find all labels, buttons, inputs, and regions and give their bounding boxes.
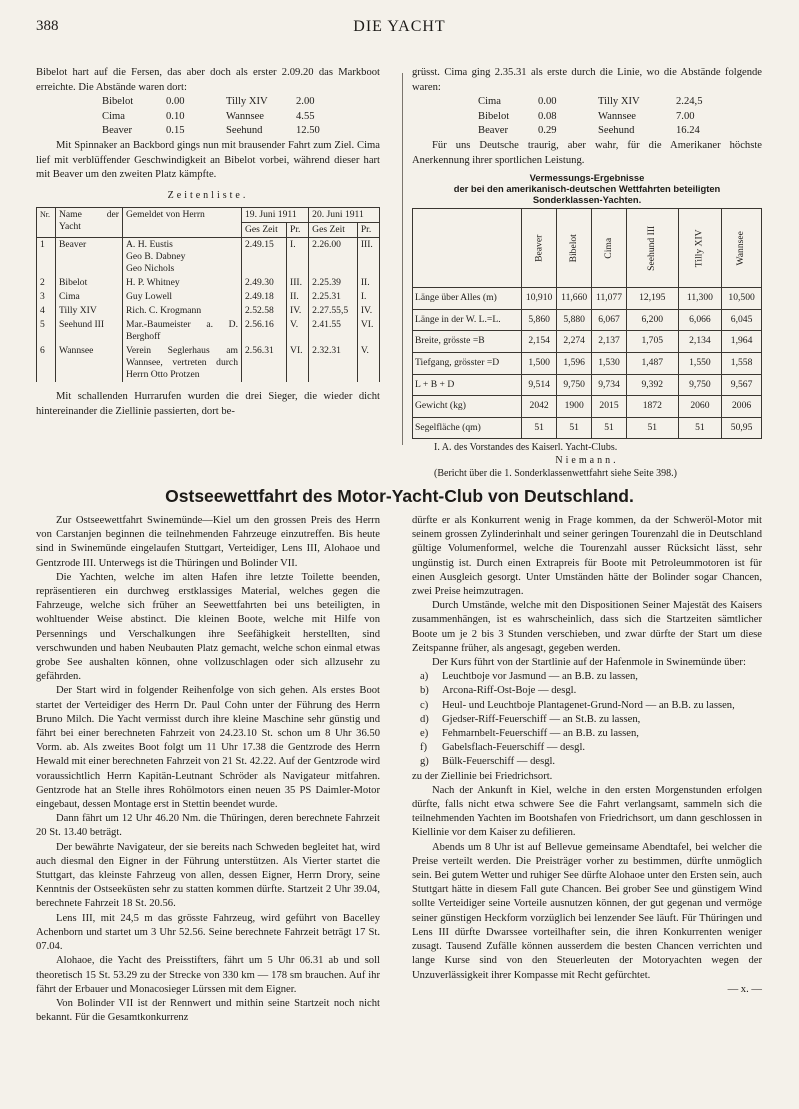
cell-owner: A. H. Eustis Geo B. Dabney Geo Nichols (123, 238, 242, 277)
row-label: Länge in der W. L.=L. (413, 309, 522, 331)
column-header (722, 209, 762, 288)
table-cell: 10,910 (522, 288, 557, 310)
time-value: 16.24 (676, 125, 700, 137)
author-signature: — x. — (727, 983, 762, 995)
paragraph: Dann fährt um 12 Uhr 46.20 Nm. die Thüringen, deren berechnete Fahrzeit 20 St. 13.40 beträgt. (36, 813, 380, 839)
col-header-date2: 20. Juni 1911 (309, 208, 380, 223)
cell-p2: VI. (357, 318, 379, 344)
table-row (37, 290, 380, 304)
column-header-label: Bibelot (567, 234, 579, 263)
table-cell: 5,860 (522, 309, 557, 331)
row-label: Länge über Alles (m) (413, 288, 522, 310)
paragraph: Für uns Deutsche traurig, aber wahr, für die Amerikaner höchste Anerkennung ihrer sportlichen Leistung. (412, 139, 762, 166)
table-cell: 1,530 (592, 352, 627, 374)
table-cell: 2,274 (557, 331, 592, 353)
row-label: Gewicht (kg) (413, 396, 522, 418)
col-header-ges-zeit: Ges Zeit (242, 223, 287, 238)
list-item (420, 713, 762, 727)
table-row (37, 318, 380, 344)
article-left-column (36, 514, 380, 1025)
table-cell: 2,134 (678, 331, 722, 353)
list-label: e) (420, 728, 429, 740)
table-cell: 2,137 (592, 331, 627, 353)
table-cell: 6,200 (626, 309, 678, 331)
list-label: g) (420, 756, 429, 768)
list-text: Heul- und Leuchtboje Plantagenet-Grund-Nord — an B.B. zu lassen, (442, 699, 735, 711)
cell-name: Seehund III (56, 318, 123, 344)
distance-row (478, 124, 762, 139)
yacht-name: Cima (102, 110, 125, 122)
time-value: 2.24,5 (676, 96, 703, 108)
col-header-pr: Pr. (357, 223, 379, 238)
table-cell: 11,077 (592, 288, 627, 310)
distance-row (102, 95, 380, 110)
table-cell: 1,500 (522, 352, 557, 374)
table-cell: 1900 (557, 396, 592, 418)
cell-nr: 1 (37, 238, 56, 277)
yacht-name: Beaver (102, 125, 132, 137)
times-table-body (37, 238, 380, 383)
yacht-name: Seehund (598, 125, 635, 137)
table-cell: 9,750 (678, 374, 722, 396)
cell-owner: Verein Seglerhaus am Wannsee, vertreten durch Herrn Otto Protzen (123, 344, 242, 382)
cell-t1: 2.49.30 (242, 276, 287, 290)
cell-p1: I. (287, 238, 309, 277)
table-row (413, 288, 762, 310)
cell-nr: 3 (37, 290, 56, 304)
paragraph: Der bewährte Navigateur, der sie bereits nach Schweden begleitet hat, wird auch diesmal den Eigner in der Führung unterstützen. Als Vierter startet die Stuttgart, das kleinste Fahrzeug von allen, dessen Eigner, Herrn Drory, seine Kenntnis der Ostseeküsten sehr zu statten kommen dürfte. Startzeit 2 Uhr 39.04, berechnete Fahrzeit 18 St. 20.56. (36, 841, 380, 910)
table-cell: 6,045 (722, 309, 762, 331)
list-item (420, 741, 762, 755)
cell-owner: Rich. C. Krogmann (123, 304, 242, 318)
yacht-name: Seehund (226, 125, 263, 137)
table-cell: 11,660 (557, 288, 592, 310)
cell-t2: 2.27.55,5 (309, 304, 358, 318)
table-cell: 9,734 (592, 374, 627, 396)
footnote-authority: I. A. des Vorstandes des Kaiserl. Yacht-Clubs. (434, 442, 618, 454)
column-header (557, 209, 592, 288)
paragraph: Der Kurs führt von der Startlinie auf der Hafenmole in Swinemünde über: (432, 657, 746, 669)
paragraph: Bibelot hart auf die Fersen, das aber doch als erster 2.09.20 das Markboot erreichte. Die Abstände waren dort: (36, 67, 380, 93)
column-header-label: Seehund III (645, 225, 657, 271)
table-cell: 2,154 (522, 331, 557, 353)
list-label: c) (420, 699, 429, 711)
yacht-name: Bibelot (102, 96, 134, 108)
time-value: 0.29 (538, 125, 557, 137)
paragraph: Mit schallenden Hurrarufen wurden die drei Sieger, die wieder dicht hintereinander die Ziellinie passierten, dort be- (36, 391, 380, 417)
list-text: Leuchtboje vor Jasmund — an B.B. zu lassen, (442, 671, 638, 683)
list-label: d) (420, 713, 429, 725)
time-value: 0.00 (538, 96, 557, 108)
row-label: L + B + D (413, 374, 522, 396)
paragraph: Mit Spinnaker an Backbord gings nun mit brausender Fahrt zum Ziel. Cima lief mit verblüffender Geschwindigkeit an Bibelot vorbei, während dieser hart mit Beaver um den zweiten Platz kämpfte. (36, 139, 380, 181)
times-table (36, 207, 380, 382)
cell-owner: Mar.-Baumeister a. D. Berghoff (123, 318, 242, 344)
list-item (420, 755, 762, 769)
yacht-name: Cima (478, 96, 501, 108)
table-cell: 12,195 (626, 288, 678, 310)
list-text: Gjedser-Riff-Feuerschiff — an St.B. zu lassen, (442, 713, 641, 725)
table-row (413, 396, 762, 418)
cell-name: Tilly XIV (56, 304, 123, 318)
article-right-column (412, 514, 762, 997)
distance-row (102, 110, 380, 125)
table-cell: 6,066 (678, 309, 722, 331)
table-cell: 1,558 (722, 352, 762, 374)
table-row (413, 309, 762, 331)
distance-list (36, 95, 380, 139)
distance-row (478, 110, 762, 125)
table-cell: 9,392 (626, 374, 678, 396)
distance-row (102, 124, 380, 139)
cell-p1: III. (287, 276, 309, 290)
table-cell: 9,514 (522, 374, 557, 396)
cell-name: Wannsee (56, 344, 123, 382)
yacht-name: Bibelot (478, 110, 510, 122)
cell-t2: 2.41.55 (309, 318, 358, 344)
time-value: 0.15 (166, 125, 185, 137)
table-row (37, 276, 380, 290)
table-cell: 51 (592, 417, 627, 439)
col-header-date1: 19. Juni 1911 (242, 208, 309, 223)
col-header-ges-zeit: Ges Zeit (309, 223, 358, 238)
article-title: Ostseewettfahrt des Motor-Yacht-Club von Deutschland. (165, 486, 634, 506)
corner-cell (413, 209, 522, 288)
table-cell: 51 (626, 417, 678, 439)
cell-nr: 4 (37, 304, 56, 318)
col-header-nr: Nr. (37, 208, 56, 238)
cell-t1: 2.52.58 (242, 304, 287, 318)
page-number: 388 (36, 18, 59, 34)
list-text: Gabelsflach-Feuerschiff — desgl. (442, 742, 586, 754)
course-list (420, 670, 762, 769)
paragraph: Nach der Ankunft in Kiel, welche in den ersten Morgenstunden erfolgen dürfte, falls nicht etwa schwere See die Fahrt verlangsamt, sammeln sich die teilnehmenden Yachten im Bootshafen von Friedrichsort, um dann geschlossen in Kiellinie vor dem Kaiser zu defilieren. (412, 784, 762, 839)
column-header (522, 209, 557, 288)
table-cell: 10,500 (722, 288, 762, 310)
row-label: Breite, grösste =B (413, 331, 522, 353)
cell-t2: 2.25.31 (309, 290, 358, 304)
list-item (420, 670, 762, 684)
table-cell: 2015 (592, 396, 627, 418)
row-label: Tiefgang, grösster =D (413, 352, 522, 374)
table-cell: 2006 (722, 396, 762, 418)
time-value: 2.00 (296, 96, 315, 108)
cell-name: Bibelot (56, 276, 123, 290)
list-item (420, 684, 762, 698)
time-value: 4.55 (296, 110, 315, 122)
paragraph: Alohaoe, die Yacht des Preisstifters, fährt um 5 Uhr 06.31 ab und soll theoretisch 15 St. 53.29 zu der Strecke von 330 km — 178 sm brauchen. Auf ihr fährt der Erbauer und Monacosieger Lürssen mit dem Eigner. (36, 955, 380, 995)
column-header (626, 209, 678, 288)
cell-owner: Guy Lowell (123, 290, 242, 304)
list-label: f) (420, 742, 428, 754)
list-label: b) (420, 685, 429, 697)
table-cell: 51 (522, 417, 557, 439)
cell-t1: 2.56.16 (242, 318, 287, 344)
cell-t1: 2.49.18 (242, 290, 287, 304)
footnote-signature: Niemann. (555, 455, 619, 467)
cell-t2: 2.26.00 (309, 238, 358, 277)
footnote-reference: (Bericht über die 1. Sonderklassenwettfahrt siehe Seite 398.) (434, 468, 677, 480)
cell-p2: I. (357, 290, 379, 304)
cell-p2: II. (357, 276, 379, 290)
cell-owner: H. P. Whitney (123, 276, 242, 290)
paragraph: dürfte er als Konkurrent wenig in Frage kommen, da der Schweröl-Motor mit seinem grossen Zylinderinhalt und seiner geringen Tourenzahl die in Deutschland gültige Volumenformel, welche die Tourenzahl ausser Rücksicht lässt, sehr ungünstig ist. Durch einen Extrapreis für Boote mit Petroleummotoren ist für einen Ausgleich gesorgt. Unter Umständen hätte der Bolinder sogar Chancen, zwei Preise heimzutragen. (412, 515, 762, 598)
time-value: 12.50 (296, 125, 320, 137)
paragraph: Lens III, mit 24,5 m das grösste Fahrzeug, wird geführt von Bacelley Achenborn und startet um 3 Uhr 52.56. Seine berechnete Fahrzeit beträgt 17 St. 07.04. (36, 912, 380, 953)
table-cell: 1,550 (678, 352, 722, 374)
column-divider (402, 73, 403, 445)
cell-nr: 2 (37, 276, 56, 290)
cell-p1: V. (287, 318, 309, 344)
paragraph: grüsst. Cima ging 2.35.31 als erste durch die Linie, wo die Abstände folgende waren: (412, 67, 762, 93)
table-cell: 2042 (522, 396, 557, 418)
table-cell: 6,067 (592, 309, 627, 331)
paragraph: Abends um 8 Uhr ist auf Bellevue gemeinsame Abendtafel, bei welcher die Preise verteilt werden. Die Preisträger vorher zu bestimmen, dürfte unmöglich sein. Bei gutem Wetter und ruhiger See dürfte Alohaoe unter den Ersten sein, auch Stuttgart hätte in diesem Fall gute Chancen. Bei grober See und günstigem Wind sollte Verteidiger seine Vorteile ausnutzen können, der gut gegenan und vermöge seiner günstigen Heckform vorzüglich bei lenzender See läuft. Für Thüringen und Lens III dürfte Dwarssee vorteilhafter sein, die ihren Konkurrenten weniger zusagt. Tausend Zufälle können ausserdem die besten Chancen verrichten und lange Kurse sind von den Steuerleuten der Motoryachten wegen der Unzuverlässigkeit ihrer Kompasse mit Recht gefürchtet. (412, 841, 762, 981)
yacht-name: Tilly XIV (598, 96, 640, 108)
table-cell: 1872 (626, 396, 678, 418)
top-left-column (36, 66, 380, 420)
table-cell: 50,95 (722, 417, 762, 439)
table-row (37, 344, 380, 382)
cell-p2: IV. (357, 304, 379, 318)
list-item (420, 699, 762, 713)
distance-row (478, 95, 762, 110)
col-header-pr: Pr. (287, 223, 309, 238)
yacht-name: Wannsee (226, 110, 264, 122)
table-cell: 9,750 (557, 374, 592, 396)
table-row (413, 417, 762, 439)
table-row (37, 238, 380, 277)
measurement-table-body (413, 288, 762, 439)
cell-p1: IV. (287, 304, 309, 318)
column-header (592, 209, 627, 288)
table-cell: 1,487 (626, 352, 678, 374)
paragraph: Von Bolinder VII ist der Rennwert und mithin seine Startzeit noch nicht bekannt. Für die Gesamtkonkurrenz (36, 997, 380, 1024)
column-header-label: Wannsee (735, 230, 747, 266)
table-cell: 51 (557, 417, 592, 439)
table-cell: 5,880 (557, 309, 592, 331)
column-header-label: Tilly XIV (693, 229, 705, 268)
top-right-column (412, 66, 762, 480)
list-label: a) (420, 671, 429, 683)
measurement-table (412, 208, 762, 439)
yacht-name: Beaver (478, 125, 508, 137)
yacht-name: Tilly XIV (226, 96, 268, 108)
time-value: 0.00 (166, 96, 185, 108)
table-row (413, 331, 762, 353)
time-value: 0.08 (538, 110, 557, 122)
distance-list (412, 95, 762, 139)
table-row (413, 374, 762, 396)
cell-t2: 2.25.39 (309, 276, 358, 290)
cell-t1: 2.56.31 (242, 344, 287, 382)
paragraph: Durch Umstände, welche mit den Dispositionen Seiner Majestät des Kaisers zusammenhängen, ist es wahrscheinlich, dass sich die Startzeiten sämtlicher Boote um je 2 bis 3 Stunden verschieben, und zwar dürfte der Start um diese Zeitspanne früher, als angesagt, gegeben werden. (412, 600, 762, 654)
cell-name: Cima (56, 290, 123, 304)
table-cell: 9,567 (722, 374, 762, 396)
column-header-label: Beaver (532, 234, 544, 262)
paragraph: Die Yachten, welche im alten Hafen ihre letzte Toilette beenden, repräsentieren ein durchweg erstklassiges Material, welches gegen die Fahrzeuge, welche sich früher an Seewettfahrten bei uns beteiligten, in wohltuender Weise abstinct. Die kleinen Boote, welche mit Hilfe von Persennings und Verschalkungen ihre Seefähigkeit herstellten, sind verschwunden und haben Neubauten Platz gemacht, welche schon einmal etwas grobe See aushalten können, ohne vollzuschlagen oder sich allzusehr zu gefährden. (36, 571, 380, 683)
table-cell: 2060 (678, 396, 722, 418)
time-value: 0.10 (166, 110, 185, 122)
table-row (37, 304, 380, 318)
column-header-label: Cima (602, 237, 614, 259)
cell-p2: V. (357, 344, 379, 382)
cell-name: Beaver (56, 238, 123, 277)
column-header (678, 209, 722, 288)
journal-title: DIE YACHT (353, 18, 446, 35)
table-title: Zeitenliste. (167, 189, 249, 201)
paragraph: Zur Ostseewettfahrt Swinemünde—Kiel um den grossen Preis des Herrn von Carstanjen beginnen die teilnehmenden Fahrzeuge einzutreffen. Bis heute sind in Swinemünde eingelaufen Stuttgart, Verteidiger, Lens III, Alohaoe und Gentzrode III. Unterwegs ist die Thüringen und Bolinder VII. (36, 515, 380, 569)
table-cell: 1,964 (722, 331, 762, 353)
cell-t2: 2.32.31 (309, 344, 358, 382)
cell-p2: III. (357, 238, 379, 277)
cell-nr: 5 (37, 318, 56, 344)
measurement-table-title: Vermessungs-Ergebnisse der bei den amerikanisch-deutschen Wettfahrten beteiligten Sonderklassen-Yachten. (453, 172, 721, 206)
time-value: 7.00 (676, 110, 695, 122)
yacht-name: Wannsee (598, 110, 636, 122)
table-row (413, 352, 762, 374)
table-cell: 11,300 (678, 288, 722, 310)
list-text: Arcona-Riff-Ost-Boje — desgl. (442, 685, 577, 697)
col-header-owner: Gemeldet von Herrn (123, 208, 242, 238)
table-cell: 51 (678, 417, 722, 439)
cell-p1: VI. (287, 344, 309, 382)
paragraph: zu der Ziellinie bei Friedrichsort. (412, 770, 553, 782)
list-text: Bülk-Feuerschiff — desgl. (442, 756, 556, 768)
cell-nr: 6 (37, 344, 56, 382)
paragraph: Der Start wird in folgender Reihenfolge von sich gehen. Als erstes Boot startet der Verteidiger des Herrn Dr. Paul Cohn unter der Führung des Herrn Bruno Milch. Die Yacht vermisst durch ihre kleine Maschine sehr günstig und fährt bei einer berechneten Fahrzeit von 24.23.10 St. schon um 8 Uhr 36.50 Vorm. ab. Als zweites Boot folgt um 11 Uhr 17.38 die Gentzrode des Herrn Hewald mit einer berechneten Fahrzeit von 21 St. 42.22. Auf der Gentzrode wird voraussichtlich Herrn Kapitän-Leutnant Schröder als Navigateur mitfahren. Gentzrode hat an Stelle ihres Rohölmotors einen neuen 35 PS Daimler-Motor eingebaut, dessen Montage erst in Stettin beendet wurde. (36, 685, 380, 811)
table-cell: 1,596 (557, 352, 592, 374)
table-cell: 1,705 (626, 331, 678, 353)
list-text: Fehmarnbelt-Feuerschiff — an B.B. zu lassen, (442, 728, 639, 740)
cell-p1: II. (287, 290, 309, 304)
row-label: Segelfläche (qm) (413, 417, 522, 439)
col-header-name: Name der Yacht (56, 208, 123, 238)
list-item (420, 727, 762, 741)
cell-t1: 2.49.15 (242, 238, 287, 277)
